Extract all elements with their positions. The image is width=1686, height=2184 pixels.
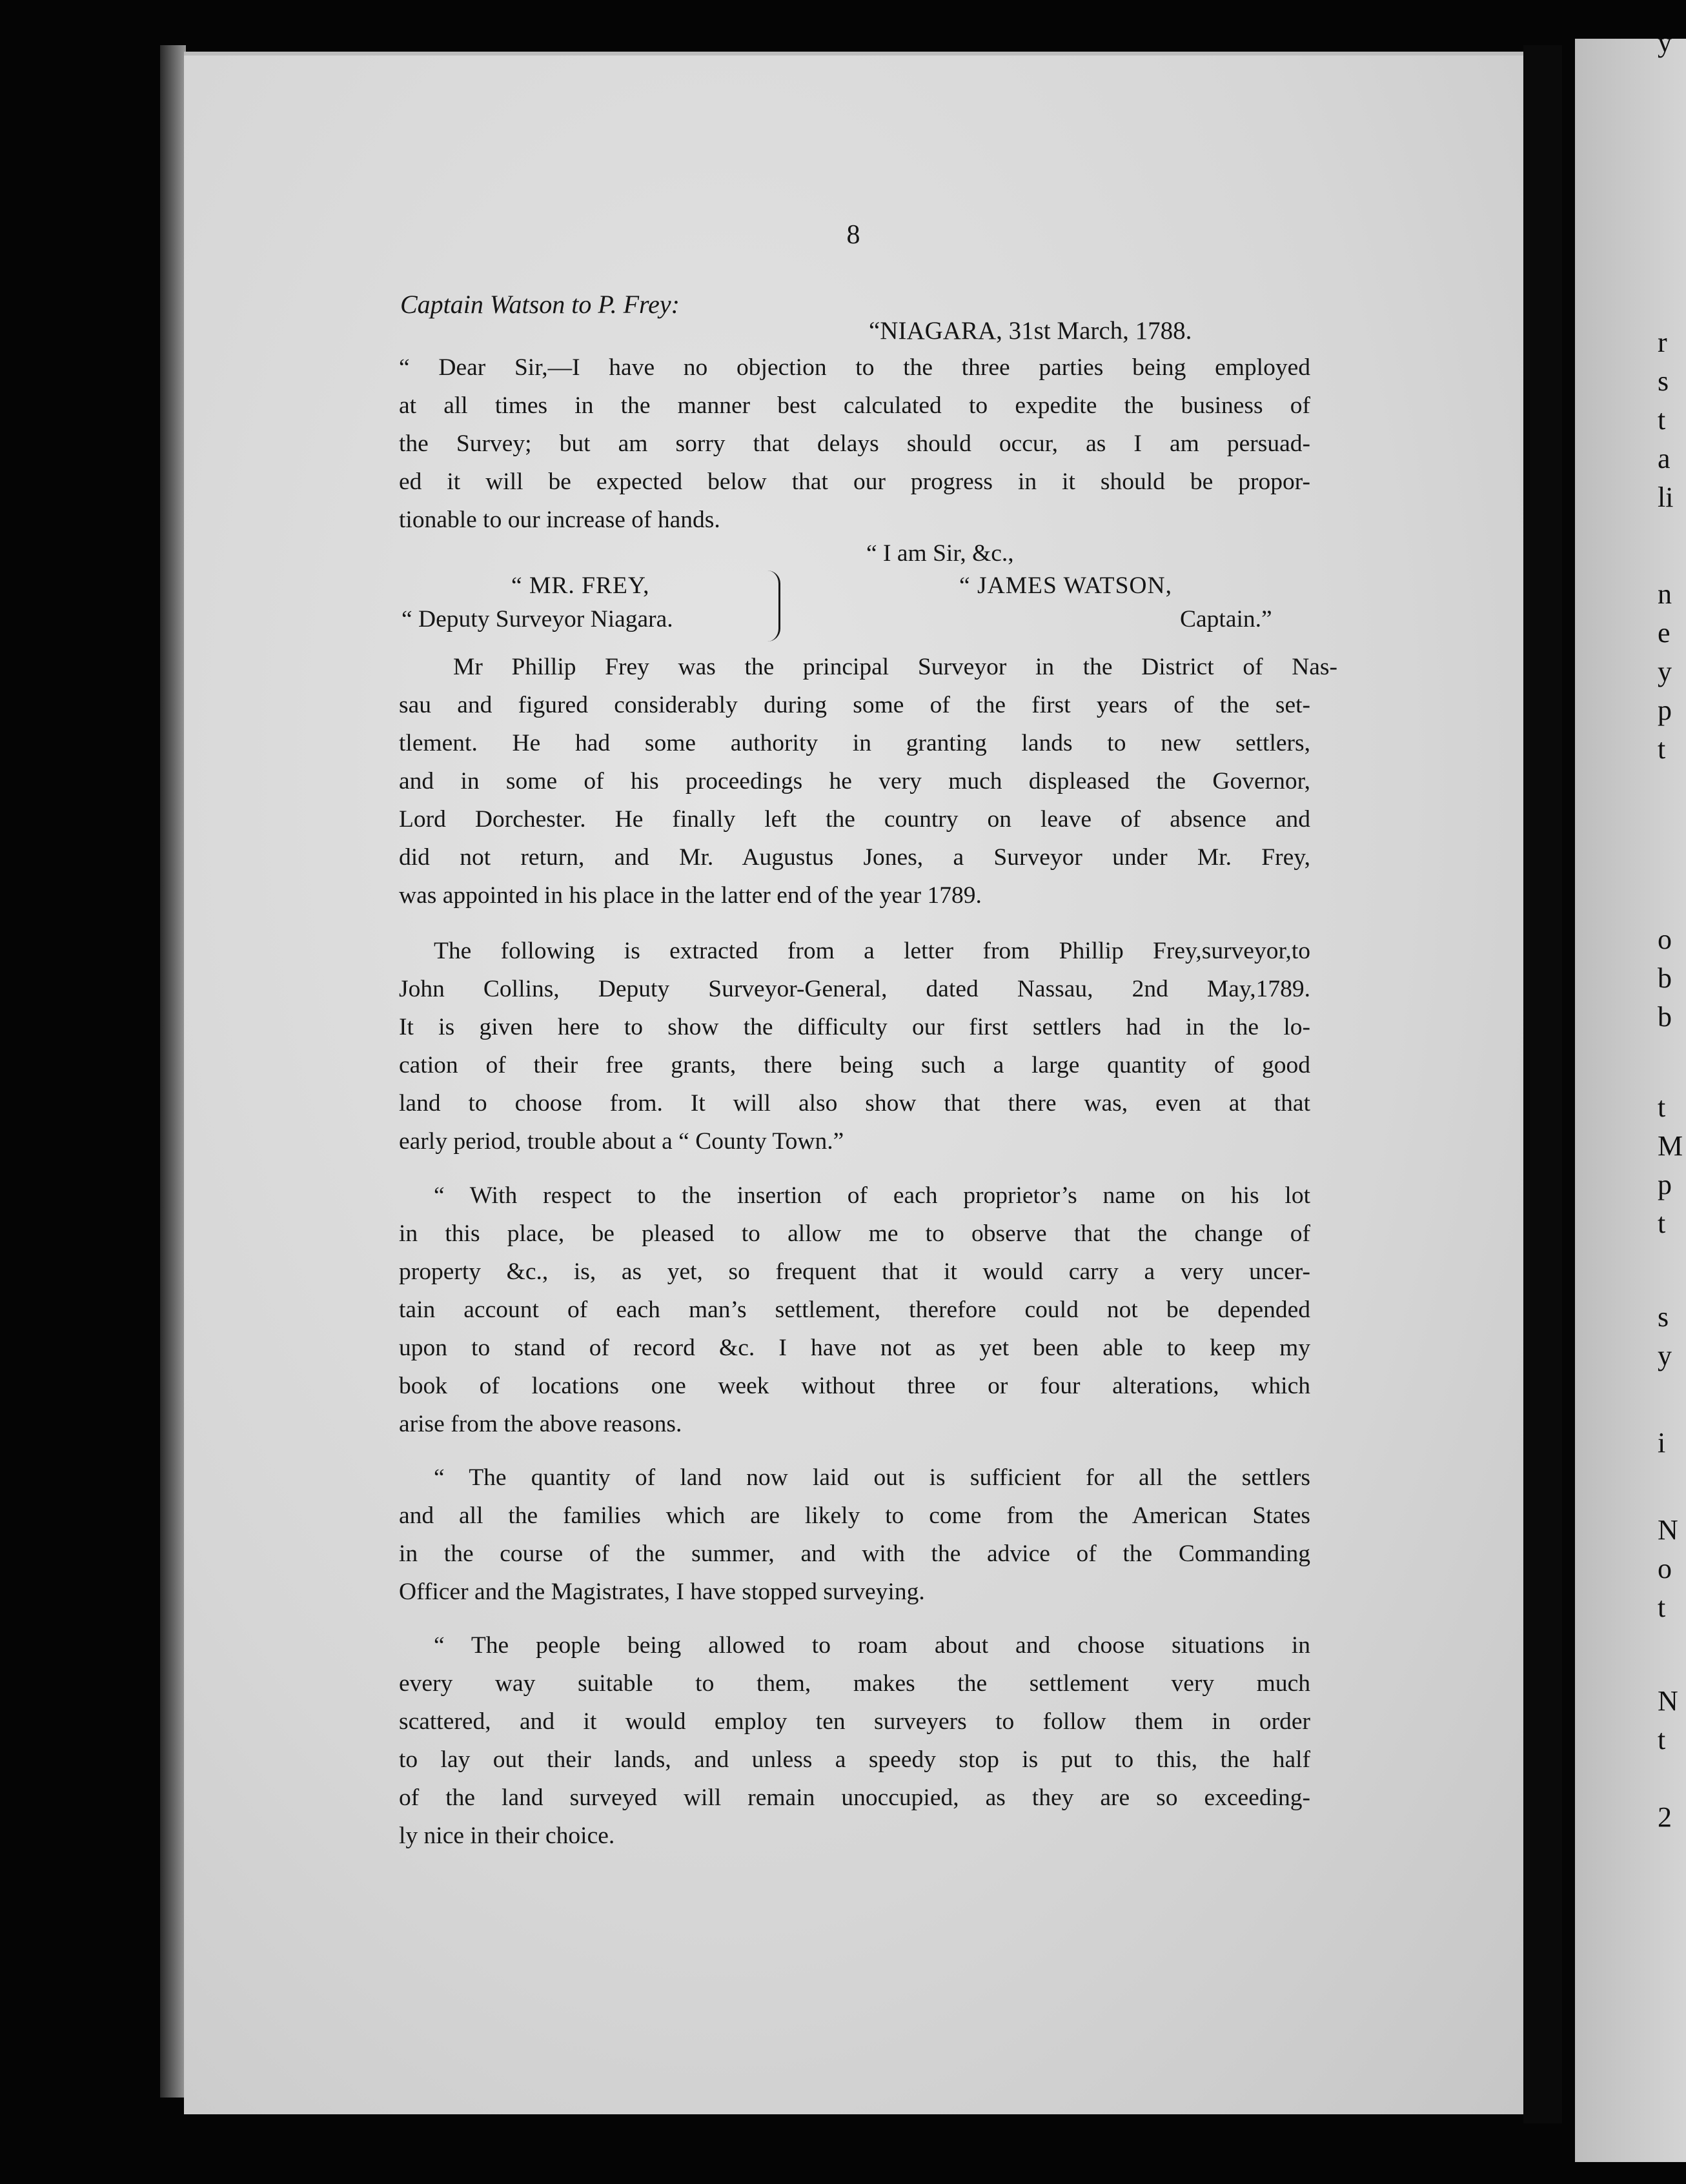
text-line: arise from the above reasons. bbox=[399, 1411, 682, 1437]
text-line: at all times in the manner best calculated to expedite the business of bbox=[399, 392, 1310, 419]
text-line: It is given here to show the difficulty our first settlers had in the lo- bbox=[399, 1014, 1310, 1040]
text-line: Mr Phillip Frey was the principal Surveyor in the District of Nas- bbox=[453, 654, 1337, 680]
facing-fragment: t bbox=[1658, 1091, 1666, 1123]
text-line: to lay out their lands, and unless a speedy stop is put to this, the half bbox=[399, 1746, 1310, 1773]
facing-fragment: i bbox=[1658, 1427, 1666, 1459]
facing-fragment: o bbox=[1658, 924, 1672, 955]
text-line: tionable to our increase of hands. bbox=[399, 507, 720, 533]
brace bbox=[764, 571, 780, 642]
text-line: every way suitable to them, makes the settlement very much bbox=[399, 1670, 1310, 1697]
text-line: sau and figured considerably during some of the first years of the set- bbox=[399, 692, 1310, 718]
text-line: ly nice in their choice. bbox=[399, 1823, 615, 1849]
facing-fragment: b bbox=[1658, 962, 1672, 994]
facing-fragment: t bbox=[1658, 404, 1666, 436]
facing-fragment: y bbox=[1658, 1340, 1672, 1371]
text-line: “ With respect to the insertion of each proprietor’s name on his lot bbox=[434, 1182, 1310, 1209]
addressee-title: “ Deputy Surveyor Niagara. bbox=[401, 606, 673, 632]
text-line: ed it will be expected below that our progress in it should be propor- bbox=[399, 469, 1310, 495]
text-line: property &c., is, as yet, so frequent that it would carry a very uncer- bbox=[399, 1259, 1310, 1285]
scan-left-edge bbox=[160, 45, 186, 2098]
page-number: 8 bbox=[846, 220, 860, 250]
facing-fragment: b bbox=[1658, 1001, 1672, 1033]
facing-fragment: M bbox=[1658, 1130, 1683, 1162]
text-line: Officer and the Magistrates, I have stopped surveying. bbox=[399, 1579, 925, 1605]
dateline: “NIAGARA, 31st March, 1788. bbox=[869, 317, 1192, 345]
text-line: did not return, and Mr. Augustus Jones, a Surveyor under Mr. Frey, bbox=[399, 844, 1310, 871]
letter-closing: “ I am Sir, &c., bbox=[866, 540, 1014, 567]
book-gutter bbox=[1523, 45, 1562, 2123]
text-line: upon to stand of record &c. I have not as yet been able to keep my bbox=[399, 1335, 1310, 1361]
text-line: cation of their free grants, there being such a large quantity of good bbox=[399, 1052, 1310, 1078]
text-line: the Survey; but am sorry that delays should occur, as I am persuad- bbox=[399, 430, 1310, 457]
text-line: in this place, be pleased to allow me to observe that the change of bbox=[399, 1220, 1310, 1247]
facing-fragment: li bbox=[1658, 481, 1674, 513]
text-line: “ The people being allowed to roam about and choose situations in bbox=[434, 1632, 1310, 1659]
text-line: The following is extracted from a letter from Phillip Frey,surveyor,to bbox=[434, 938, 1310, 964]
text-line: was appointed in his place in the latter end of the year 1789. bbox=[399, 882, 982, 909]
text-line: John Collins, Deputy Surveyor-General, dated Nassau, 2nd May,1789. bbox=[399, 976, 1310, 1002]
facing-fragment: o bbox=[1658, 1553, 1672, 1584]
facing-fragment: p bbox=[1658, 1169, 1672, 1200]
facing-fragment: t bbox=[1658, 1724, 1666, 1755]
signer-name: “ JAMES WATSON, bbox=[959, 572, 1172, 599]
text-line: book of locations one week without three or four alterations, which bbox=[399, 1373, 1310, 1399]
text-line: early period, trouble about a “ County Town.” bbox=[399, 1128, 844, 1155]
facing-fragment: a bbox=[1658, 443, 1671, 474]
facing-fragment: s bbox=[1658, 1301, 1669, 1333]
text-line: in the course of the summer, and with the advice of the Commanding bbox=[399, 1541, 1310, 1567]
text-line: and in some of his proceedings he very much displeased the Governor, bbox=[399, 768, 1310, 794]
text-line: Lord Dorchester. He finally left the country on leave of absence and bbox=[399, 806, 1310, 833]
letter-heading: Captain Watson to P. Frey: bbox=[400, 290, 680, 319]
addressee-name: “ MR. FREY, bbox=[511, 572, 650, 599]
facing-fragment: t bbox=[1658, 733, 1666, 765]
text-line: tain account of each man’s settlement, therefore could not be depended bbox=[399, 1297, 1310, 1323]
facing-fragment: 2 bbox=[1658, 1801, 1672, 1833]
facing-fragment: n bbox=[1658, 578, 1672, 610]
facing-fragment: y bbox=[1658, 26, 1672, 58]
facing-fragment: t bbox=[1658, 1208, 1666, 1239]
facing-page-fragments bbox=[1658, 0, 1686, 2184]
facing-fragment: N bbox=[1658, 1514, 1678, 1546]
facing-fragment: r bbox=[1658, 327, 1667, 358]
text-line: and all the families which are likely to come from the American States bbox=[399, 1502, 1310, 1529]
facing-fragment: t bbox=[1658, 1592, 1666, 1623]
text-line: scattered, and it would employ ten surveyers to follow them in order bbox=[399, 1708, 1310, 1735]
text-line: land to choose from. It will also show that there was, even at that bbox=[399, 1090, 1310, 1117]
facing-fragment: e bbox=[1658, 617, 1671, 649]
text-line: tlement. He had some authority in granting lands to new settlers, bbox=[399, 730, 1310, 756]
signer-title: Captain.” bbox=[1180, 606, 1272, 632]
text-line: “ The quantity of land now laid out is sufficient for all the settlers bbox=[434, 1464, 1310, 1491]
facing-fragment: s bbox=[1658, 365, 1669, 397]
facing-fragment: y bbox=[1658, 656, 1672, 687]
text-line: of the land surveyed will remain unoccupied, as they are so exceeding- bbox=[399, 1785, 1310, 1811]
facing-fragment: N bbox=[1658, 1685, 1678, 1717]
facing-fragment: p bbox=[1658, 694, 1672, 726]
text-line: “ Dear Sir,—I have no objection to the three parties being employed bbox=[399, 354, 1310, 381]
